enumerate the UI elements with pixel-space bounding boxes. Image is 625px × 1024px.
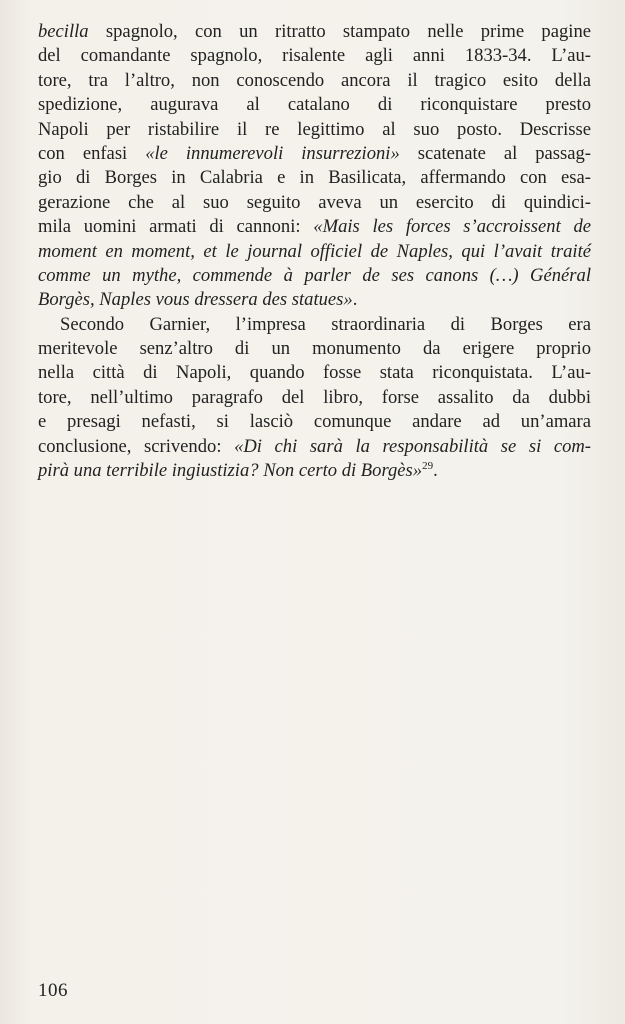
text-run: mila uomini armati di cannoni: [38, 216, 314, 238]
text-line [38, 288, 591, 312]
text-run: spagnolo, con un ritratto stampato nelle prime pagine [88, 21, 591, 42]
text-line [38, 435, 591, 459]
text-line: Secondo Garnier, l’impresa straordinaria di Borges era [60, 313, 591, 335]
text-line: gerazione che al suo seguito aveva un esercito di quindici- [38, 191, 591, 213]
text-line: meritevole senz’altro di un monumento da erigere proprio [38, 338, 591, 360]
body-text [38, 20, 591, 483]
footnote-marker: 29 [422, 459, 434, 472]
italic-quote: «Mais les forces s’accroissent de [313, 216, 591, 238]
text-line: tore, nell’ultimo paragrafo del libro, forse assalito da dubbi [38, 386, 591, 408]
italic-text: becilla [38, 21, 89, 42]
text-run: . [352, 289, 358, 311]
text-run: scatenate al passag- [399, 142, 591, 164]
italic-quote: «Di chi sarà la responsabilità se si com- [234, 435, 591, 457]
text-line [38, 20, 591, 44]
text-line: Napoli per ristabilire il re legittimo al suo posto. Descrisse [38, 118, 591, 140]
text-run: . [433, 460, 438, 482]
text-line: spedizione, augurava al catalano di riconquistare presto [38, 94, 591, 116]
text-line [38, 215, 591, 239]
text-line [38, 459, 591, 483]
text-line: comme un mythe, commende à parler de ses canons (…) Général [38, 264, 591, 286]
text-line: gio di Borges in Calabria e in Basilicata, affermando con esa- [38, 167, 591, 189]
text-line: e presagi nefasti, si lasciò comunque andare ad un’amara [38, 411, 591, 433]
text-line: tore, tra l’altro, non conoscendo ancora il tragico esito della [38, 69, 591, 91]
italic-quote: Borgès, Naples vous dressera des statues» [38, 289, 353, 311]
text-line: del comandante spagnolo, risalente agli anni 1833-34. L’au- [38, 45, 591, 67]
text-line: nella città di Napoli, quando fosse stata riconquistata. L’au- [38, 362, 591, 384]
text-line: moment en moment, et le journal officiel de Naples, qui l’avait traité [38, 240, 591, 262]
text-run: conclusione, scrivendo: [38, 435, 235, 457]
italic-quote: pirà una terribile ingiustizia? Non certo di Borgès» [38, 460, 423, 482]
text-run: con enfasi [38, 142, 146, 164]
paragraph-2 [38, 313, 591, 484]
italic-quote: «le innumerevoli insurrezioni» [145, 142, 400, 164]
text-line [38, 142, 591, 166]
paragraph-1 [38, 20, 591, 313]
page-number: 106 [38, 980, 68, 1001]
